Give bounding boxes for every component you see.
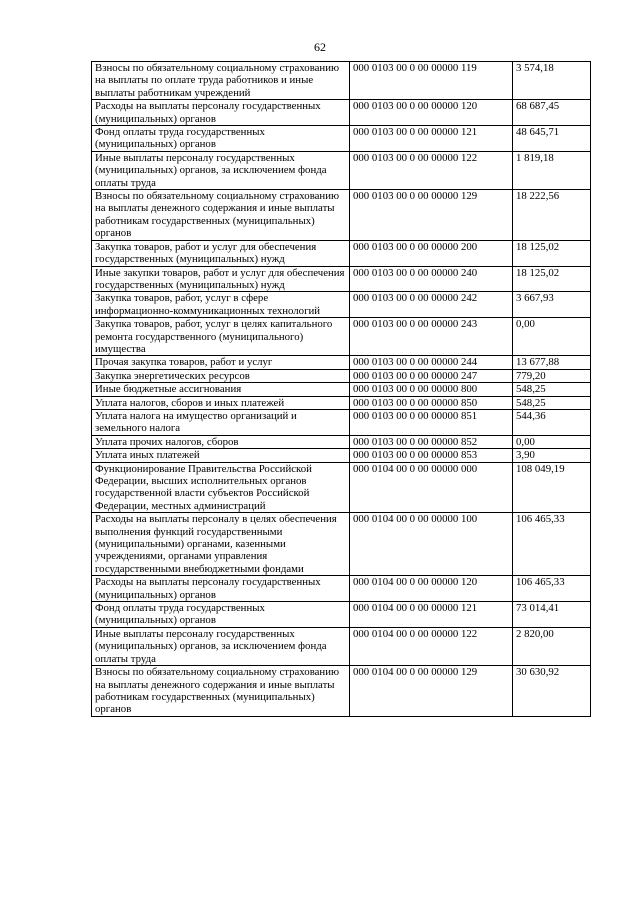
table-row [92, 62, 591, 100]
table-row [92, 576, 591, 602]
expense-name-cell: Уплата налогов, сборов и иных платежей [92, 396, 350, 409]
budget-code-cell: 000 0103 00 0 00 00000 242 [350, 292, 513, 318]
expense-name-cell: Функционирование Правительства Российской Федерации, высших исполнительных органов государственной власти субъектов Российской Федерации, местных администраций [92, 462, 350, 513]
table-row [92, 435, 591, 448]
budget-code-cell: 000 0103 00 0 00 00000 244 [350, 356, 513, 369]
table-row [92, 627, 591, 665]
amount-cell: 18 125,02 [513, 240, 591, 266]
amount-cell: 106 465,33 [513, 513, 591, 576]
budget-code-cell: 000 0103 00 0 00 00000 129 [350, 190, 513, 241]
expense-name-cell: Расходы на выплаты персоналу в целях обеспечения выполнения функций государственными (муниципальными) органами, казенными учреждениями, органами управления государственными внебюджетными фондами [92, 513, 350, 576]
amount-cell: 779,20 [513, 369, 591, 382]
expense-name-cell: Взносы по обязательному социальному страхованию на выплаты по оплате труда работников и иные выплаты работникам учреждений [92, 62, 350, 100]
budget-code-cell: 000 0103 00 0 00 00000 121 [350, 126, 513, 152]
expense-name-cell: Расходы на выплаты персоналу государственных (муниципальных) органов [92, 576, 350, 602]
budget-code-cell: 000 0103 00 0 00 00000 240 [350, 266, 513, 292]
budget-code-cell: 000 0104 00 0 00 00000 000 [350, 462, 513, 513]
budget-code-cell: 000 0103 00 0 00 00000 852 [350, 435, 513, 448]
expense-name-cell: Фонд оплаты труда государственных (муниципальных) органов [92, 126, 350, 152]
expense-name-cell: Расходы на выплаты персоналу государственных (муниципальных) органов [92, 100, 350, 126]
table-row [92, 126, 591, 152]
table-row [92, 449, 591, 462]
expense-name-cell: Прочая закупка товаров, работ и услуг [92, 356, 350, 369]
amount-cell: 544,36 [513, 409, 591, 435]
amount-cell: 106 465,33 [513, 576, 591, 602]
budget-code-cell: 000 0103 00 0 00 00000 853 [350, 449, 513, 462]
amount-cell: 3 574,18 [513, 62, 591, 100]
table-row [92, 409, 591, 435]
table-row [92, 100, 591, 126]
expense-name-cell: Закупка товаров, работ и услуг для обеспечения государственных (муниципальных) нужд [92, 240, 350, 266]
budget-table [91, 61, 591, 717]
expense-name-cell: Уплата налога на имущество организаций и земельного налога [92, 409, 350, 435]
expense-name-cell: Фонд оплаты труда государственных (муниципальных) органов [92, 602, 350, 628]
table-row [92, 292, 591, 318]
table-row [92, 318, 591, 356]
amount-cell: 108 049,19 [513, 462, 591, 513]
amount-cell: 0,00 [513, 318, 591, 356]
expense-name-cell: Закупка энергетических ресурсов [92, 369, 350, 382]
amount-cell: 18 222,56 [513, 190, 591, 241]
table-row [92, 369, 591, 382]
table-row [92, 266, 591, 292]
expense-name-cell: Иные выплаты персоналу государственных (муниципальных) органов, за исключением фонда оплаты труда [92, 151, 350, 189]
budget-code-cell: 000 0104 00 0 00 00000 100 [350, 513, 513, 576]
amount-cell: 68 687,45 [513, 100, 591, 126]
table-row [92, 462, 591, 513]
page-number: 62 [314, 40, 326, 54]
table-row [92, 602, 591, 628]
expense-name-cell: Взносы по обязательному социальному страхованию на выплаты денежного содержания и иные выплаты работникам государственных (муниципальных) органов [92, 666, 350, 717]
amount-cell: 30 630,92 [513, 666, 591, 717]
table-row [92, 396, 591, 409]
budget-code-cell: 000 0103 00 0 00 00000 119 [350, 62, 513, 100]
budget-code-cell: 000 0104 00 0 00 00000 129 [350, 666, 513, 717]
amount-cell: 0,00 [513, 435, 591, 448]
amount-cell: 18 125,02 [513, 266, 591, 292]
budget-code-cell: 000 0103 00 0 00 00000 122 [350, 151, 513, 189]
amount-cell: 1 819,18 [513, 151, 591, 189]
table-row [92, 666, 591, 717]
table-row [92, 356, 591, 369]
amount-cell: 548,25 [513, 396, 591, 409]
table-row [92, 190, 591, 241]
budget-code-cell: 000 0103 00 0 00 00000 850 [350, 396, 513, 409]
expense-name-cell: Уплата иных платежей [92, 449, 350, 462]
budget-code-cell: 000 0103 00 0 00 00000 243 [350, 318, 513, 356]
expense-name-cell: Закупка товаров, работ, услуг в сфере информационно-коммуникационных технологий [92, 292, 350, 318]
amount-cell: 13 677,88 [513, 356, 591, 369]
budget-code-cell: 000 0104 00 0 00 00000 120 [350, 576, 513, 602]
budget-code-cell: 000 0104 00 0 00 00000 121 [350, 602, 513, 628]
amount-cell: 548,25 [513, 383, 591, 396]
table-row [92, 151, 591, 189]
amount-cell: 2 820,00 [513, 627, 591, 665]
amount-cell: 3,90 [513, 449, 591, 462]
amount-cell: 73 014,41 [513, 602, 591, 628]
amount-cell: 3 667,93 [513, 292, 591, 318]
budget-code-cell: 000 0103 00 0 00 00000 851 [350, 409, 513, 435]
budget-code-cell: 000 0103 00 0 00 00000 800 [350, 383, 513, 396]
expense-name-cell: Уплата прочих налогов, сборов [92, 435, 350, 448]
expense-name-cell: Иные бюджетные ассигнования [92, 383, 350, 396]
budget-code-cell: 000 0104 00 0 00 00000 122 [350, 627, 513, 665]
expense-name-cell: Взносы по обязательному социальному страхованию на выплаты денежного содержания и иные выплаты работникам государственных (муниципальных) органов [92, 190, 350, 241]
budget-code-cell: 000 0103 00 0 00 00000 200 [350, 240, 513, 266]
expense-name-cell: Иные выплаты персоналу государственных (муниципальных) органов, за исключением фонда оплаты труда [92, 627, 350, 665]
table-row [92, 383, 591, 396]
budget-code-cell: 000 0103 00 0 00 00000 247 [350, 369, 513, 382]
budget-table-body [92, 62, 591, 717]
table-row [92, 513, 591, 576]
budget-code-cell: 000 0103 00 0 00 00000 120 [350, 100, 513, 126]
expense-name-cell: Закупка товаров, работ, услуг в целях капитального ремонта государственного (муниципального) имущества [92, 318, 350, 356]
table-row [92, 240, 591, 266]
expense-name-cell: Иные закупки товаров, работ и услуг для обеспечения государственных (муниципальных) нужд [92, 266, 350, 292]
amount-cell: 48 645,71 [513, 126, 591, 152]
